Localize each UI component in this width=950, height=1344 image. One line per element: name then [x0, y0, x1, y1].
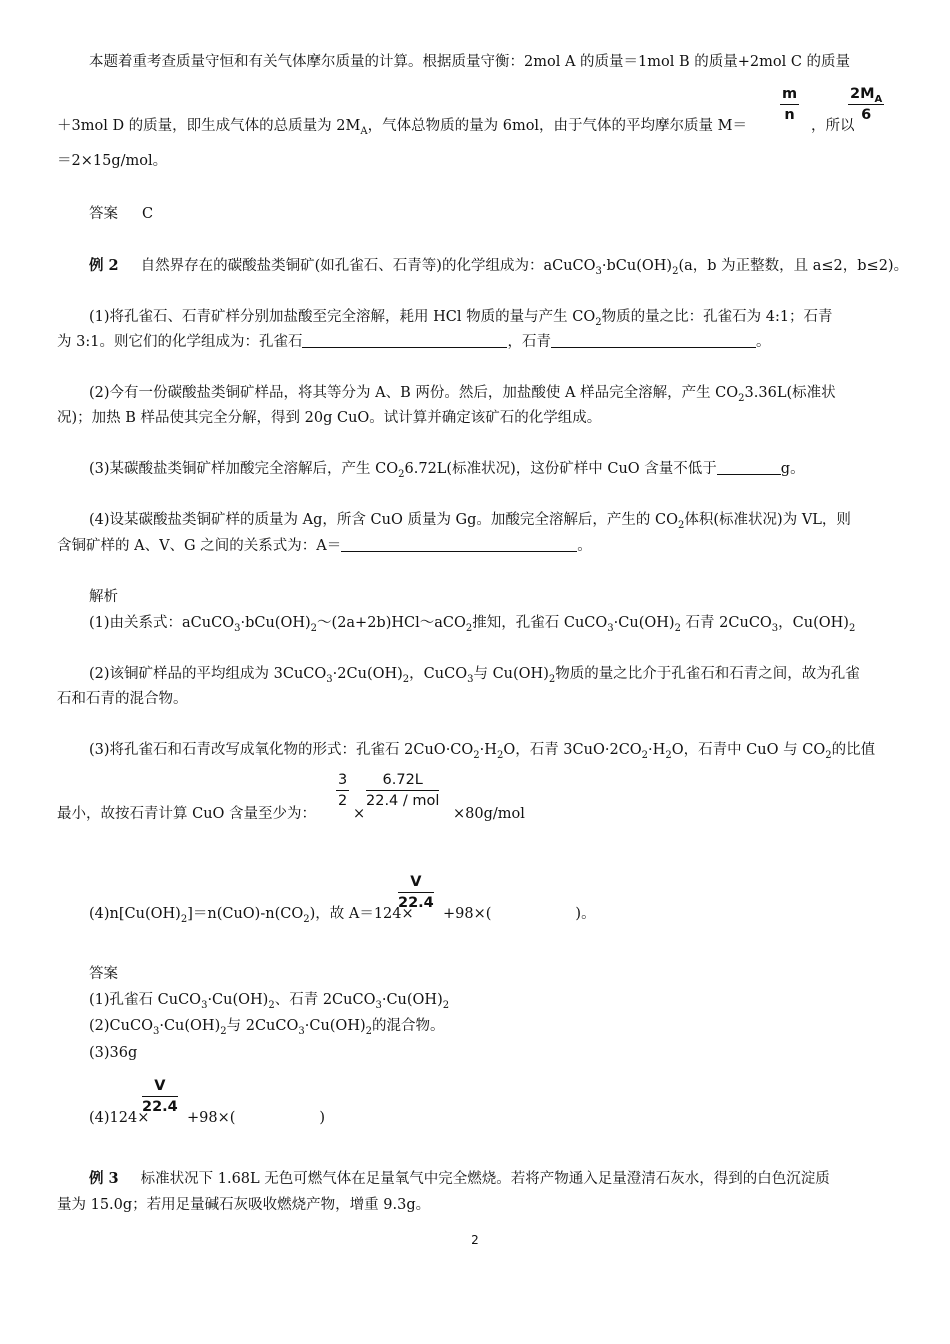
question-2-line-1: (2)今有一份碳酸盐类铜矿样品，将其等分为 A、B 两份。然后，加盐酸使 A 样品完全溶解，产生 $CO_23.36L$(标准状	[89, 385, 836, 404]
question-4-line-1: (4)设某碳酸盐类铜矿样的质量为 Ag，所含 CuO 质量为 Gg。加酸完全溶解后，产生的 $CO_2$体积(标准状况)为 VL，则	[89, 512, 851, 531]
fraction-6.72-over-22.4: 6.72L 22.4 / mol	[366, 772, 440, 809]
answer-2-line-3: (3)36g	[89, 1045, 138, 1061]
analysis-3-tail: ×80g/mol	[453, 806, 525, 822]
analysis-heading: 解析	[89, 589, 118, 605]
fraction-V-over-22.4: $\frac{V}{22.4}$	[398, 874, 434, 911]
analysis-2-line-2: 石和石青的混合物。	[57, 691, 188, 707]
analysis-2-line-1: (2)该铜矿样品的平均组成为 $3CuCO_3\cdot 2Cu(OH)_2$，CuCO$_3$与 $Cu(OH)_2$物质的量之比介于孔雀石和石青之间，故为孔雀	[89, 666, 860, 685]
answer-1: 答案 C	[89, 206, 154, 222]
analysis-3-line-2: 最小，故按石青计算 CuO 含量至少为：	[57, 806, 317, 822]
fraction-V-over-22.4-answer: $\frac{V}{22.4}$	[142, 1078, 178, 1115]
solution-line-3: ＝2×15g/mol。	[57, 153, 168, 169]
solution-line-1: 本题着重考查质量守恒和有关气体摩尔质量的计算。根据质量守衡：2mol A 的质量＝1mol B 的质量+2mol C 的质量	[89, 54, 851, 70]
analysis-1: (1)由关系式：$aCuCO_3\cdot bCu(OH)_2\sim(2a+2b)HCl\sim aCO_2$推知，孔雀石 $CuCO_3\cdot Cu(OH)_2$ 石青 2CuCO$_3$，$Cu(OH)_2$	[89, 615, 856, 634]
solution-line-2: ＋3mol D 的质量，即生成气体的总质量为 $2M_A$，气体总物质的量为 6mol，由于气体的平均摩尔质量 M＝	[57, 118, 748, 137]
answer-2-line-4: (4)124×	[89, 1110, 150, 1126]
answer-blank-cuo[interactable]	[717, 460, 781, 475]
question-2-line-2: 况)；加热 B 样品使其完全分解，得到 20g CuO。试计算并确定该矿石的化学组成。	[57, 410, 602, 426]
example-3-line-2: 量为 15.0g；若用足量碱石灰吸收燃烧产物，增重 9.3g。	[57, 1197, 431, 1213]
answer-blank-malachite[interactable]	[302, 333, 507, 348]
example-3-line-1: 例 3 标准状况下 1.68L 无色可燃气体在足量氧气中完全燃烧。若将产物通入足量澄清石灰水，得到的白色沉淀质	[89, 1170, 830, 1187]
fraction-3-over-2: $\frac{3}{2}$	[338, 772, 348, 809]
page-number: 2	[471, 1233, 479, 1247]
answer-blank-relation[interactable]	[341, 537, 577, 552]
question-4-line-2: 含铜矿样的 A、V、G 之间的关系式为：A＝ 。	[57, 538, 592, 554]
answer-blank-azurite[interactable]	[551, 333, 756, 348]
answer-2-heading: 答案	[89, 966, 118, 982]
example-2-intro: 例 2 自然界存在的碳酸盐类铜矿(如孔雀石、石青等)的化学组成为：$aCuCO_3\cdot bCu(OH)_2(a$，b 为正整数，且 a≤2，b≤2)。	[89, 257, 909, 277]
question-1-line-2: 为 3:1。则它们的化学组成为：孔雀石 ，石青 。	[57, 334, 771, 350]
fraction-2MA-over-6: $\frac{2M_A}{6}$	[850, 86, 883, 123]
fraction-m-over-n: $\frac{m}{n}$	[782, 86, 798, 123]
times-sign: ×	[353, 806, 366, 822]
question-3: (3)某碳酸盐类铜矿样加酸完全溶解后，产生 $CO_26.72L$(标准状况)，这份矿样中 CuO 含量不低于 g。	[89, 461, 805, 480]
analysis-3-line-1: (3)将孔雀石和石青改写成氧化物的形式：孔雀石 $2CuO\cdot CO_2\cdot H_2O$，石青 $3CuO\cdot 2CO_2\cdot H_2O$，石青中 CuO 与 $CO_2$的比值	[89, 742, 876, 761]
analysis-4-tail: +98×( )。	[443, 906, 596, 922]
answer-2-line-2: $(2)CuCO_3\cdot Cu(OH)_2$与 $2CuCO_3\cdot Cu(OH)_2$的混合物。	[89, 1018, 445, 1037]
answer-2-line-1: (1)孔雀石 $CuCO_3\cdot Cu(OH)_2$、石青 $2CuCO_3\cdot Cu(OH)_2$	[89, 992, 450, 1011]
analysis-4: $(4)n[Cu(OH)_2]=n(CuO)-n(CO_2)$，故 A＝124×	[89, 906, 414, 925]
solution-line-2-suffix: ，所以	[811, 118, 855, 134]
question-1-line-1: (1)将孔雀石、石青矿样分别加盐酸至完全溶解，耗用 HCl 物质的量与产生 $CO_2$物质的量之比：孔雀石为 4:1；石青	[89, 309, 833, 328]
answer-2-line-4-tail: +98×( )	[187, 1110, 326, 1126]
